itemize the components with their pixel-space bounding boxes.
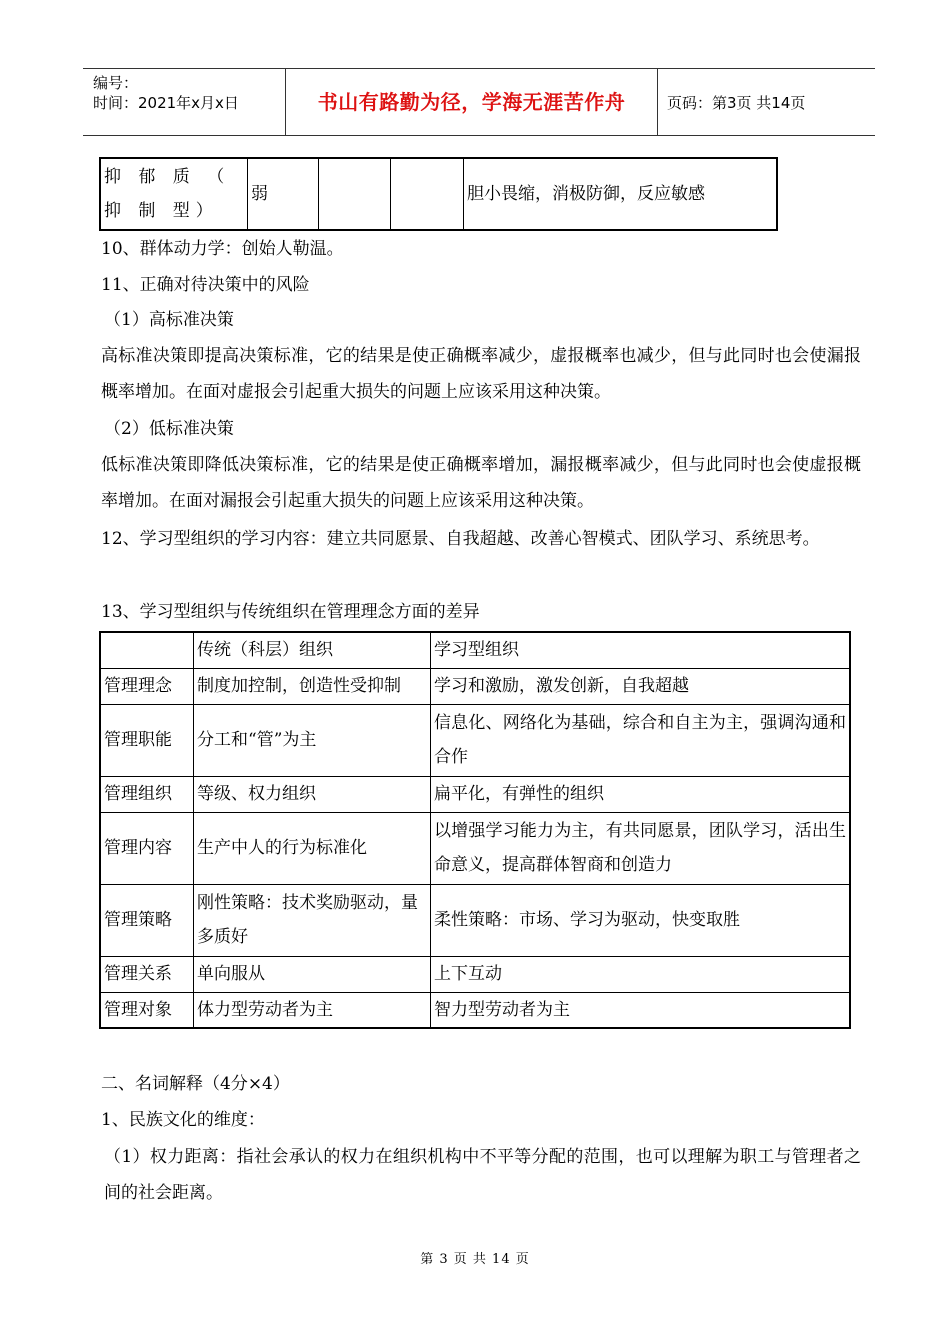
document-number: 编号：	[93, 74, 139, 92]
page-footer: 第 3 页 共 14 页	[420, 1252, 530, 1267]
table-header-cell: 学习型组织	[431, 632, 851, 668]
table-cell: 以增强学习能力为主，有共同愿景，团队学习，活出生命意义，提高群体智商和创造力	[431, 812, 851, 884]
table-cell: 胆小畏缩，消极防御，反应敏感	[464, 158, 778, 230]
table-row	[100, 884, 850, 956]
table-cell: 体力型劳动者为主	[194, 992, 431, 1028]
table-cell: 等级、权力组织	[194, 776, 431, 812]
page-indicator: 页码：第3页 共14页	[667, 94, 806, 112]
row-label: 管理对象	[100, 992, 194, 1028]
table-cell: 智力型劳动者为主	[431, 992, 851, 1028]
term-item-1: 1、民族文化的维度：	[101, 1110, 265, 1130]
table-row	[100, 776, 850, 812]
subheading-11-1: （1）高标准决策	[104, 310, 234, 330]
header-page-cell	[657, 69, 875, 135]
table-cell: 上下互动	[431, 956, 851, 992]
table-header-row	[100, 632, 850, 668]
table-header-cell	[100, 632, 194, 668]
temperament-table	[99, 157, 778, 231]
paragraph-12: 12、学习型组织的学习内容：建立共同愿景、自我超越、改善心智模式、团队学习、系统思考。	[101, 529, 820, 549]
row-label: 管理理念	[100, 668, 194, 704]
motto: 书山有路勤为径，学海无涯苦作舟	[317, 90, 626, 114]
subheading-11-2: （2）低标准决策	[104, 419, 234, 439]
row-label: 管理策略	[100, 884, 194, 956]
table-header-cell: 传统（科层）组织	[194, 632, 431, 668]
table-cell: 弱	[248, 158, 319, 230]
table-cell: 扁平化，有弹性的组织	[431, 776, 851, 812]
page-header	[83, 68, 875, 136]
row-label: 管理关系	[100, 956, 194, 992]
table-cell: 分工和“管”为主	[194, 704, 431, 776]
section-2-title: 二、名词解释（4分×4）	[101, 1074, 290, 1094]
table-cell: 单向服从	[194, 956, 431, 992]
table-cell	[391, 158, 464, 230]
paragraph-11: 11、正确对待决策中的风险	[101, 275, 310, 295]
row-label: 管理内容	[100, 812, 194, 884]
organization-comparison-table	[99, 631, 851, 1029]
table-cell: 学习和激励，激发创新，自我超越	[431, 668, 851, 704]
document-date: 时间：2021年x月x日	[93, 94, 239, 112]
header-motto-cell	[285, 69, 658, 135]
table-cell: 抑 郁 质 （ 抑 制 型）	[100, 158, 248, 230]
paragraph-11-2-body: 低标准决策即降低决策标准，它的结果是使正确概率增加，漏报概率减少，但与此同时也会使虚报概率增加。在面对漏报会引起重大损失的问题上应该采用这种决策。	[101, 455, 861, 511]
table-row	[100, 668, 850, 704]
table-cell: 制度加控制，创造性受抑制	[194, 668, 431, 704]
paragraph-10: 10、群体动力学：创始人勒温。	[101, 239, 344, 259]
paragraph-11-1-body: 高标准决策即提高决策标准，它的结果是使正确概率减少，虚报概率也减少，但与此同时也会使漏报概率增加。在面对虚报会引起重大损失的问题上应该采用这种决策。	[101, 346, 861, 402]
table-row	[100, 992, 850, 1028]
header-meta	[83, 69, 285, 135]
table-cell	[319, 158, 391, 230]
table-cell: 信息化、网络化为基础，综合和自主为主，强调沟通和合作	[431, 704, 851, 776]
term-item-1-1: （1）权力距离：指社会承认的权力在组织机构中不平等分配的范围，也可以理解为职工与管理者之间的社会距离。	[104, 1147, 861, 1203]
table-row	[100, 812, 850, 884]
table-row	[100, 158, 777, 230]
table-row	[100, 704, 850, 776]
table-cell: 柔性策略：市场、学习为驱动，快变取胜	[431, 884, 851, 956]
row-label: 管理组织	[100, 776, 194, 812]
table-cell: 生产中人的行为标准化	[194, 812, 431, 884]
row-label: 管理职能	[100, 704, 194, 776]
table-row	[100, 956, 850, 992]
paragraph-13: 13、学习型组织与传统组织在管理理念方面的差异	[101, 602, 480, 622]
table-cell: 刚性策略：技术奖励驱动，量多质好	[194, 884, 431, 956]
